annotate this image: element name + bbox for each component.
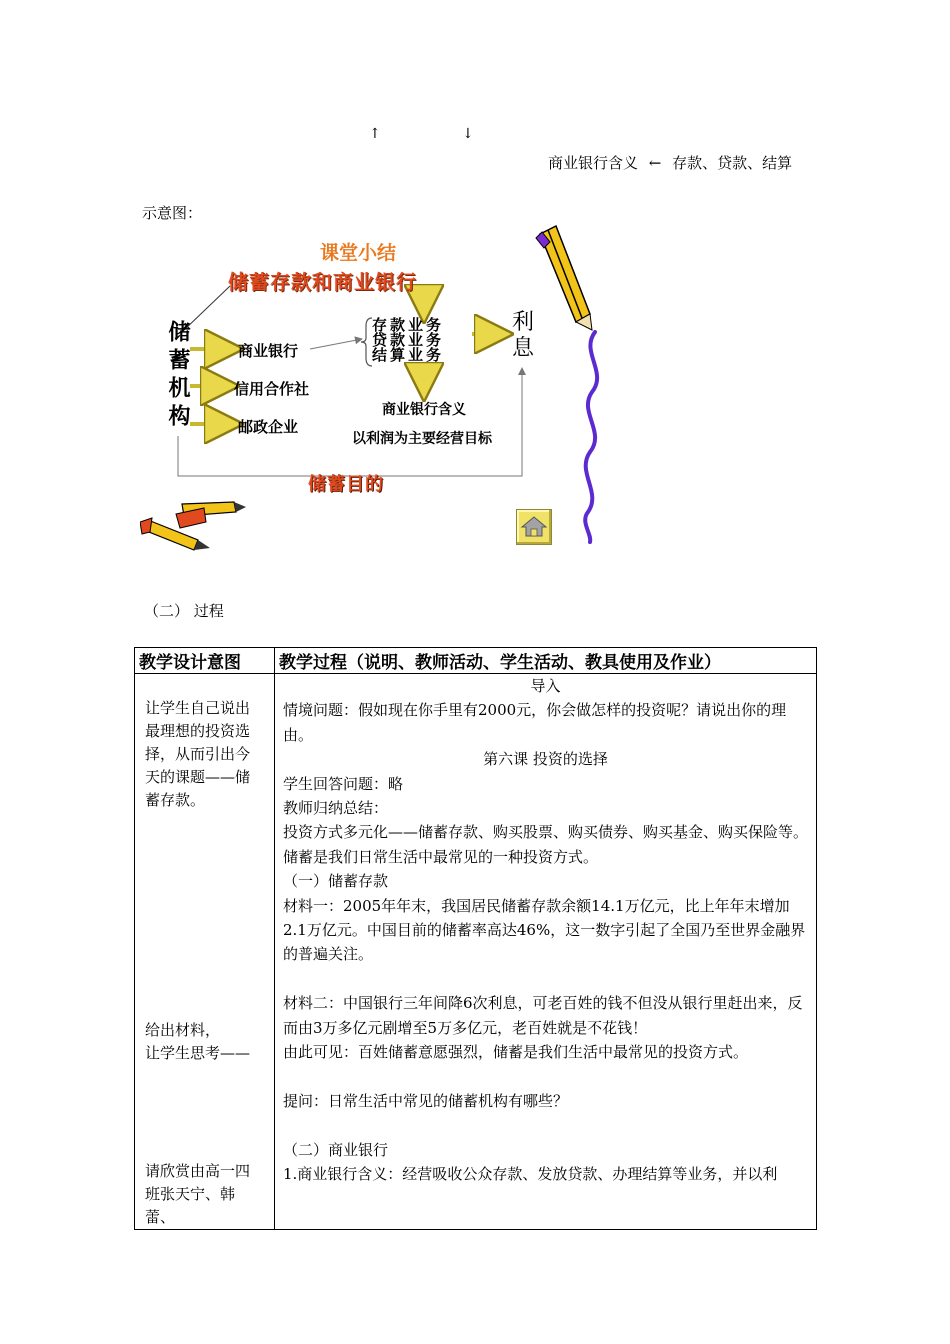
section-heading: （二） 过程 xyxy=(144,602,224,620)
label-interest: 利息 xyxy=(512,310,535,361)
business-brace xyxy=(361,318,372,366)
material-2: 材料二：中国银行三年间降6次利息，可老百姓的钱不但没从银行里赶出来，反而由3万多亿元剧增至5万多亿元，老百姓就是不花钱！ xyxy=(283,994,803,1037)
label-postal: 邮政企业 xyxy=(238,418,299,436)
business-loan: 贷款业务 xyxy=(372,331,445,349)
label-meaning: 商业银行含义 xyxy=(382,402,466,418)
home-button[interactable] xyxy=(516,509,552,545)
situation-question: 情境问题：假如现在你手里有2000元，你会做怎样的投资呢？请说出你的理由。 xyxy=(283,701,787,744)
arrow-to-business xyxy=(310,339,362,349)
investment-diverse: 投资方式多元化——储蓄存款、购买股票、购买债券、购买基金、购买保险等。储蓄是我们日常生活中最常见的一种投资方式。 xyxy=(283,823,809,866)
up-arrow: ↑ xyxy=(369,126,381,142)
home-icon xyxy=(517,510,551,544)
header-design-intent: 教学设计意图 xyxy=(135,648,275,674)
pen-icon xyxy=(536,226,592,330)
lesson-title: 第六课 投资的选择 xyxy=(483,750,608,769)
top-line xyxy=(548,152,792,173)
label-credit-coop: 信用合作社 xyxy=(234,380,310,398)
material-1: 材料一：2005年年末，我国居民储蓄存款余额14.1万亿元，比上年年末增加2.1万亿元。中国目前的储蓄率高达46%，这一数字引起了全国乃至世界金融界的普遍关注。 xyxy=(283,896,806,964)
label-commercial-bank: 商业银行 xyxy=(238,342,299,360)
down-arrow: ↓ xyxy=(462,126,474,142)
intent-2-line1: 给出材料， xyxy=(145,1021,221,1039)
intro-heading: 导入 xyxy=(530,677,561,695)
summary-slide xyxy=(140,222,620,567)
bank-definition: 1.商业银行含义：经营吸收公众存款、发放贷款、办理结算等业务，并以利 xyxy=(283,1165,778,1184)
section-commercial-bank: （二）商业银行 xyxy=(283,1140,389,1159)
header-teaching-process: 教学过程（说明、教师活动、学生活动、教具使用及作业） xyxy=(275,648,817,674)
table-row xyxy=(135,674,817,1230)
label-purpose: 储蓄目的 xyxy=(308,474,384,495)
table-header-row xyxy=(135,648,817,674)
left-arrow: ← xyxy=(648,154,662,172)
top-line-left: 商业银行含义 xyxy=(548,154,639,172)
section-savings: （一）储蓄存款 xyxy=(283,872,389,891)
question-institutions: 提问：日常生活中常见的储蓄机构有哪些？ xyxy=(283,1091,569,1110)
teaching-process-cell xyxy=(275,674,817,1230)
intent-2-line2: 让学生思考—— xyxy=(145,1044,251,1062)
student-answer: 学生回答问题：略 xyxy=(283,774,404,793)
slide-title: 课堂小结 xyxy=(320,242,397,264)
vertical-label: 储蓄机构 xyxy=(165,320,190,432)
diagram-caption: 示意图： xyxy=(142,204,203,222)
business-list xyxy=(372,318,444,363)
intent-1: 让学生自己说出最理想的投资选择，从而引出今天的课题——储蓄存款。 xyxy=(145,699,251,809)
pencils-icon xyxy=(140,502,246,550)
label-goal: 以利润为主要经营目标 xyxy=(352,431,492,447)
business-settlement: 结算业务 xyxy=(372,346,445,364)
conclusion: 由此可见：百姓储蓄意愿强烈，储蓄是我们生活中最常见的投资方式。 xyxy=(283,1043,749,1062)
top-line-right: 存款、贷款、结算 xyxy=(672,154,793,172)
teacher-summary: 教师归纳总结： xyxy=(283,799,389,818)
intent-3: 请欣赏由高一四班张天宁、韩蕾、 xyxy=(145,1162,251,1226)
design-intent-cell xyxy=(135,674,275,1230)
lesson-table xyxy=(134,647,817,1230)
business-deposit: 存款业务 xyxy=(372,316,445,334)
wavy-line xyxy=(585,332,597,542)
slide-subtitle: 储蓄存款和商业银行 xyxy=(228,270,417,294)
